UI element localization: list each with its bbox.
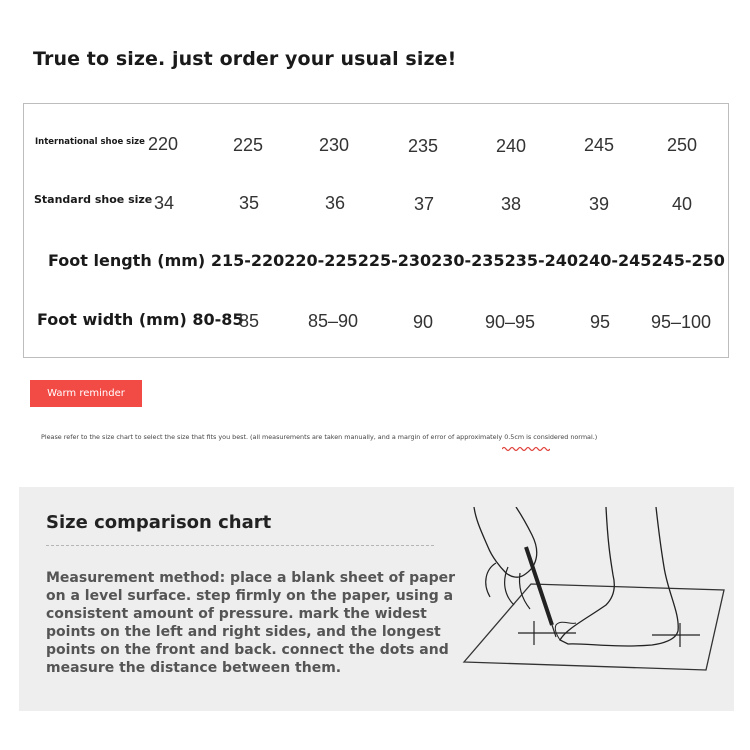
intl-size-cell: 240	[496, 136, 527, 156]
warm-reminder-badge: Warm reminder	[30, 380, 142, 407]
measurement-method-text: Measurement method: place a blank sheet of paper on a level surface. step firmly on the paper, using a consistent amount of pressure. mark the widest points on the left and right sides, and the longest points on the front and back. connect the dots and measure the distance between them.	[46, 570, 456, 676]
foot-width-cell: 85–90	[308, 311, 359, 331]
page-headline: True to size. just order your usual size!	[33, 48, 457, 70]
intl-size-cell: 230	[319, 135, 350, 155]
dashed-divider	[46, 545, 434, 546]
std-size-cell: 35	[239, 193, 260, 213]
international-size-label: International shoe size	[35, 137, 145, 147]
std-size-cell: 34	[154, 193, 175, 213]
foot-width-cell: 90	[413, 312, 434, 332]
intl-size-cell: 250	[667, 135, 698, 155]
reminder-note: Please refer to the size chart to select the size that fits you best. (all measurements are taken manually, and a margin of error of approximately 0.5cm is considered normal.)	[41, 433, 598, 441]
size-comparison-panel	[19, 487, 734, 711]
foot-measurement-illustration-icon	[456, 507, 734, 671]
size-table	[23, 103, 729, 358]
foot-width-label: Foot width (mm) 80-85	[37, 310, 244, 329]
std-size-cell: 40	[672, 194, 693, 214]
intl-size-cell: 245	[584, 135, 615, 155]
intl-size-cell: 235	[408, 136, 439, 156]
intl-size-cell: 220	[148, 134, 179, 154]
squiggle-underline-icon	[502, 446, 550, 452]
comparison-title: Size comparison chart	[46, 512, 272, 533]
intl-size-cell: 225	[233, 135, 264, 155]
std-size-cell: 38	[501, 194, 522, 214]
foot-width-cell: 95	[590, 312, 611, 332]
foot-width-cell: 85	[239, 311, 260, 331]
std-size-cell: 37	[414, 194, 435, 214]
standard-size-label: Standard shoe size	[34, 193, 153, 206]
foot-width-cell: 90–95	[485, 312, 536, 332]
std-size-cell: 36	[325, 193, 346, 213]
foot-length-row: Foot length (mm) 215-220220-225225-230230-235235-240240-245245-250	[48, 251, 725, 270]
std-size-cell: 39	[589, 194, 610, 214]
foot-width-cell: 95–100	[651, 312, 712, 332]
